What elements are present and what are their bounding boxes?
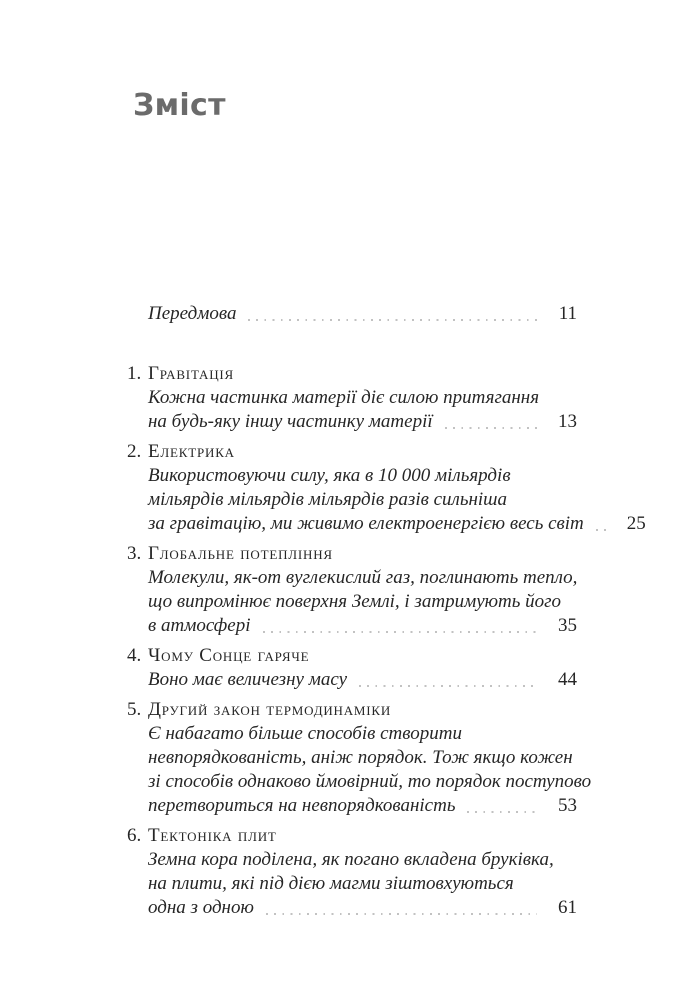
chapter-page-number: 13: [558, 411, 577, 432]
chapter-description-line: що випромінює поверхня Землі, і затримують його: [148, 591, 562, 612]
dotted-leader: [263, 631, 537, 633]
chapter-description-line: перетвориться на невпорядкованість: [148, 795, 456, 816]
dotted-leader: [266, 913, 537, 915]
chapter-entry-body: [148, 542, 577, 638]
chapter-last-line: [148, 668, 577, 692]
chapter-description-line: на будь-яку іншу частинку матерії: [148, 411, 433, 432]
chapter-number: 5.: [127, 699, 142, 720]
chapter-title: Чому Сонце гаряче: [148, 645, 310, 666]
toc-entry-preface: [148, 302, 577, 326]
chapter-entry-body: [148, 698, 592, 818]
page-title: Зміст: [133, 88, 226, 123]
chapter-entry-body: [148, 362, 577, 434]
chapter-description-line: зі способів однаково ймовірний, то порядок поступово: [148, 771, 592, 792]
chapter-last-line: [148, 896, 577, 920]
chapter-page-number: 61: [558, 897, 577, 918]
chapter-number: 2.: [127, 441, 142, 462]
table-of-contents: [127, 302, 646, 920]
chapter-description-line: Є набагато більше способів створити: [148, 723, 462, 744]
preface-label: Передмова: [148, 303, 237, 324]
chapter-last-line: [148, 512, 646, 536]
chapter-last-line: [148, 794, 577, 818]
dotted-leader: [248, 319, 537, 321]
chapter-description-line: за гравітацію, ми живимо електроенергією весь світ: [148, 513, 584, 534]
chapter-title: Гравітація: [148, 363, 235, 384]
chapter-number: 3.: [127, 543, 142, 564]
toc-entry-chapter-2: [127, 440, 646, 536]
toc-entry-chapter-3: [127, 542, 577, 638]
chapter-description-line: одна з одною: [148, 897, 254, 918]
chapter-title: Тектоніка плит: [148, 825, 277, 846]
chapter-page-number: 53: [558, 795, 577, 816]
chapter-description-line: на плити, які під дією магми зіштовхуються: [148, 873, 514, 894]
chapter-description-line: Молекули, як-от вуглекислий газ, поглинають тепло,: [148, 567, 578, 588]
dotted-leader: [467, 811, 537, 813]
chapter-description-line: невпорядкованість, аніж порядок. Тож якщо кожен: [148, 747, 573, 768]
chapter-description-line: Воно має величезну масу: [148, 669, 348, 690]
dotted-leader: [359, 685, 537, 687]
dotted-leader: [596, 529, 606, 531]
chapter-entry-body: [148, 440, 646, 536]
chapter-page-number: 44: [558, 669, 577, 690]
chapter-description-line: Земна кора поділена, як погано вкладена бруківка,: [148, 849, 554, 870]
chapter-description-line: Кожна частинка матерії діє силою притягання: [148, 387, 540, 408]
toc-entry-chapter-6: [127, 824, 577, 920]
chapter-entry-body: [148, 644, 577, 692]
chapter-number: 4.: [127, 645, 142, 666]
chapter-number: 6.: [127, 825, 142, 846]
chapter-last-line: [148, 614, 577, 638]
chapter-page-number: 25: [626, 513, 646, 534]
chapter-title: Другий закон термодинаміки: [148, 699, 392, 720]
chapter-description-line: в атмосфері: [148, 615, 251, 636]
chapter-number: 1.: [127, 363, 142, 384]
toc-entry-chapter-5: [127, 698, 592, 818]
chapter-description-line: Використовуючи силу, яка в 10 000 мільярдів: [148, 465, 511, 486]
chapter-entry-body: [148, 824, 577, 920]
dotted-leader: [445, 427, 537, 429]
chapter-description-line: мільярдів мільярдів мільярдів разів сильніша: [148, 489, 508, 510]
chapter-title: Електрика: [148, 441, 235, 462]
toc-entry-chapter-4: [127, 644, 577, 692]
chapter-title: Глобальне потепління: [148, 543, 333, 564]
chapter-page-number: 35: [558, 615, 577, 636]
preface-page-number: 11: [558, 303, 577, 324]
chapter-last-line: [148, 410, 577, 434]
toc-entry-chapter-1: [127, 362, 577, 434]
